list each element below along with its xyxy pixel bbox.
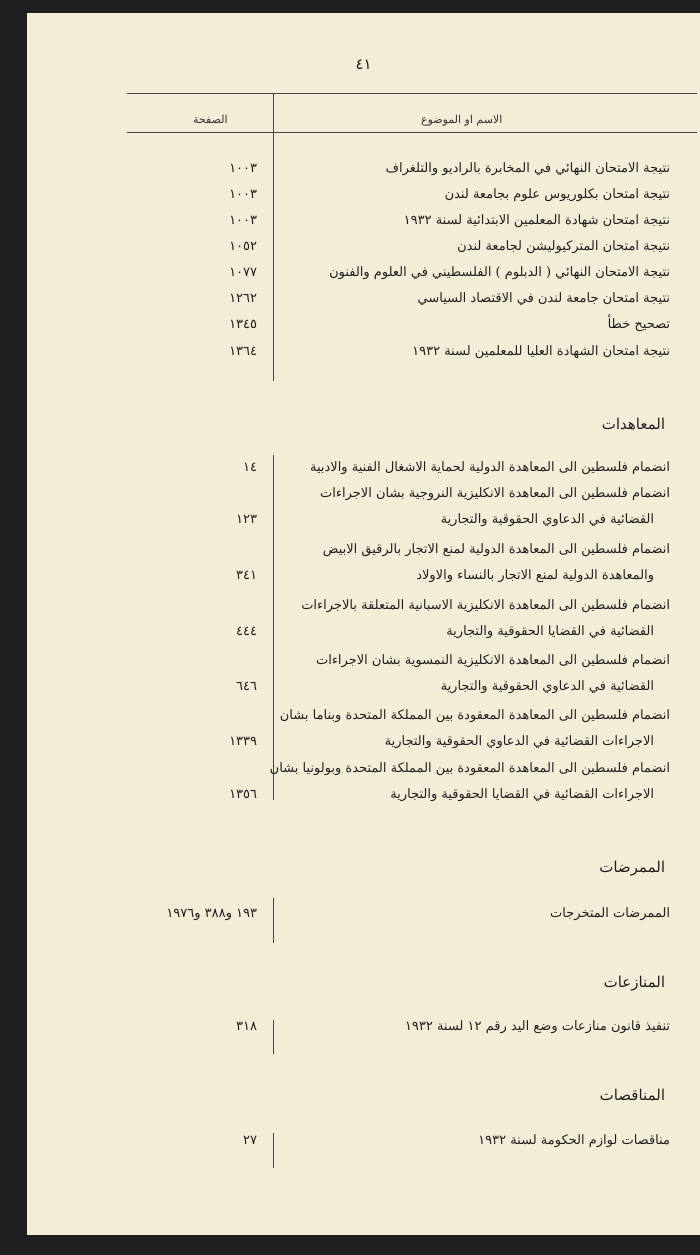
- entry-page: ٣٤١: [236, 568, 257, 583]
- entry-text: نتيجة امتحان بكلوريوس علوم بجامعة لندن: [444, 187, 670, 202]
- index-row: [27, 1133, 700, 1157]
- entry-text: نتيجة الامتحان النهائي في المخابرة بالراديو والتلغراف: [385, 161, 670, 176]
- index-row: [27, 761, 700, 785]
- index-row: [27, 568, 700, 592]
- entry-page: ١٢٣: [236, 512, 257, 527]
- page-number: ٤١: [355, 55, 372, 73]
- entry-text: نتيجة امتحان شهادة المعلمين الابتدائية لسنة ١٩٣٢: [403, 213, 670, 228]
- entry-page: ١٤: [243, 460, 257, 475]
- entry-page: ٦٤٦: [236, 679, 257, 694]
- entry-text: القضائية في الدعاوي الحقوقية والتجارية: [440, 512, 654, 527]
- index-row: [27, 906, 700, 930]
- entry-text: تنفيذ قانون منازعات وضع اليد رقم ١٢ لسنة ١٩٣٢: [404, 1019, 670, 1034]
- index-row: [27, 598, 700, 622]
- entry-text: انضمام فلسطين الى المعاهدة المعقودة بين المملكة المتحدة وبولونيا بشان: [269, 761, 670, 776]
- entry-text: نتيجة امتحان الشهادة العليا للمعلمين لسنة ١٩٣٢: [412, 344, 670, 359]
- index-row: [27, 1019, 700, 1043]
- entry-page: ١٠٠٣: [229, 213, 257, 228]
- entry-page: ١٠٧٧: [229, 265, 257, 280]
- entry-text: انضمام فلسطين الى المعاهدة الانكليزية النمسوية بشان الاجراءات: [315, 653, 670, 668]
- header-page-label: الصفحة: [193, 113, 228, 126]
- entry-page: ٢٧: [243, 1133, 257, 1148]
- entry-page: ١٣٤٥: [229, 317, 257, 332]
- section-heading-nurses: الممرضات: [599, 858, 665, 876]
- index-row: [27, 679, 700, 703]
- entry-page: ١٣٥٦: [229, 787, 257, 802]
- index-row: [27, 344, 700, 368]
- index-row: [27, 787, 700, 811]
- index-row: [27, 624, 700, 648]
- section-heading-disputes: المنازعات: [603, 973, 665, 991]
- entry-text: انضمام فلسطين الى المعاهدة الدولية لمنع الاتجار بالرقيق الابيض: [322, 542, 670, 557]
- entry-text: والمعاهدة الدولية لمنع الاتجار بالنساء والاولاد: [416, 568, 654, 583]
- index-row: [27, 542, 700, 566]
- entry-page: ١٩٣ و٣٨٨ و١٩٧٦: [166, 906, 257, 921]
- index-row: [27, 653, 700, 677]
- entry-text: الاجراءات القضائية في الدعاوي الحقوقية والتجارية: [384, 734, 654, 749]
- header-subject-label: الاسم او الموضوع: [421, 113, 503, 126]
- header-top-rule: [127, 93, 697, 94]
- entry-page: ١٠٠٣: [229, 161, 257, 176]
- entry-text: نتيجة امتحان جامعة لندن في الاقتصاد السياسي: [417, 291, 670, 306]
- entry-text: القضائية في القضايا الحقوقية والتجارية: [446, 624, 654, 639]
- index-row: [27, 512, 700, 536]
- entry-page: ١٠٠٣: [229, 187, 257, 202]
- entry-text: الممرضات المتخرجات: [550, 906, 670, 921]
- entry-text: الاجراءات القضائية في القضايا الحقوقية والتجارية: [390, 787, 654, 802]
- entry-page: ١٣٦٤: [229, 344, 257, 359]
- index-row: [27, 734, 700, 758]
- entry-text: انضمام فلسطين الى المعاهدة الانكليزية النروجية بشان الاجراءات: [320, 486, 670, 501]
- index-row: [27, 239, 700, 263]
- entry-page: ٤٤٤: [236, 624, 257, 639]
- document-page: [27, 13, 700, 1235]
- entry-text: القضائية في الدعاوي الحقوقية والتجارية: [440, 679, 654, 694]
- entry-page: ١٢٦٢: [229, 291, 257, 306]
- index-row: [27, 486, 700, 510]
- entry-text: انضمام فلسطين الى المعاهدة المعقودة بين المملكة المتحدة وبناما بشان: [279, 708, 670, 723]
- entry-page: ١٣٣٩: [229, 734, 257, 749]
- index-row: [27, 317, 700, 341]
- entry-page: ٣١٨: [236, 1019, 257, 1034]
- index-row: [27, 265, 700, 289]
- entry-text: انضمام فلسطين الى المعاهدة الدولية لحماية الاشغال الفنية والادبية: [309, 460, 670, 475]
- entry-text: انضمام فلسطين الى المعاهدة الانكليزية الاسبانية المتعلقة بالاجراءات: [301, 598, 670, 613]
- index-row: [27, 291, 700, 315]
- index-row: [27, 213, 700, 237]
- section-heading-treaties: المعاهدات: [601, 415, 665, 433]
- index-row: [27, 460, 700, 484]
- section-heading-tenders: المناقصات: [599, 1086, 665, 1104]
- entry-text: تصحيح خطأ: [607, 317, 670, 332]
- index-row: [27, 708, 700, 732]
- entry-page: ١٠٥٢: [229, 239, 257, 254]
- entry-text: مناقصات لوازم الحكومة لسنة ١٩٣٢: [478, 1133, 670, 1148]
- index-row: [27, 187, 700, 211]
- header-bottom-rule: [127, 132, 697, 133]
- entry-text: نتيجة الامتحان النهائي ( الدبلوم ) الفلسطيني في العلوم والفنون: [329, 265, 670, 280]
- entry-text: نتيجة امتحان المتركيوليشن لجامعة لندن: [457, 239, 670, 254]
- index-row: [27, 161, 700, 185]
